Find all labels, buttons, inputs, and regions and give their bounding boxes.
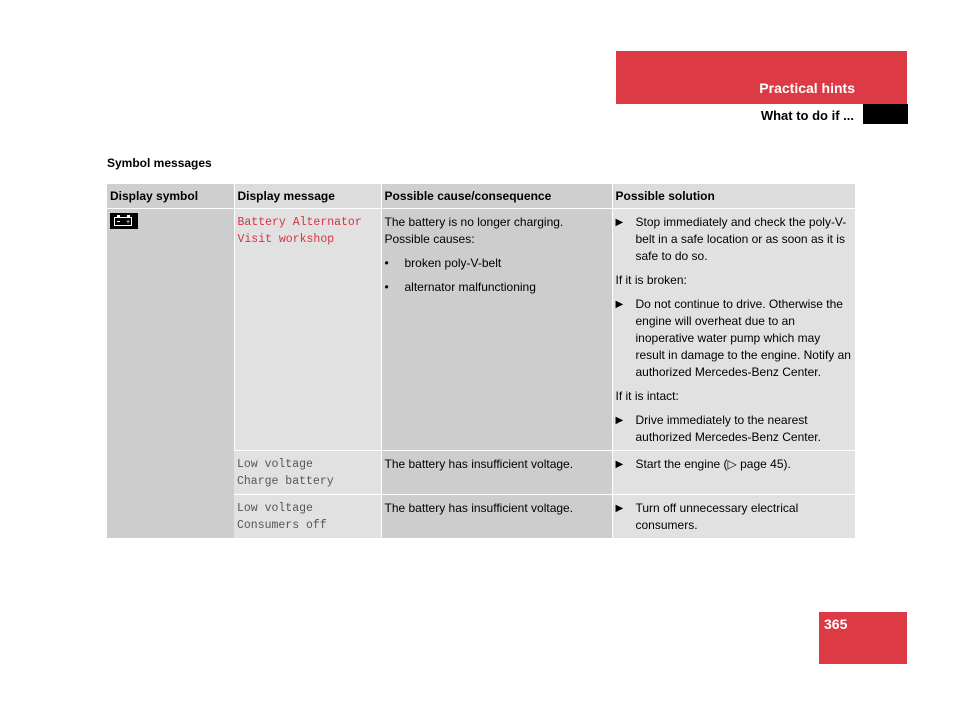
triangle-bullet-icon: ▶	[615, 459, 624, 470]
header-display-symbol: Display symbol	[107, 184, 234, 209]
bullet-icon: •	[384, 280, 389, 294]
chapter-title: Practical hints	[759, 80, 855, 96]
display-symbol-cell	[107, 209, 234, 539]
solution-step: ▶ Turn off unnecessary electrical consumers.	[615, 501, 799, 532]
bullet-icon: •	[384, 256, 389, 270]
solution-cell	[612, 495, 855, 539]
chapter-header	[616, 51, 907, 104]
cause-bullet: • alternator malfunctioning	[384, 280, 536, 294]
solution-condition: If it is intact:	[615, 389, 679, 403]
display-message-line: Battery Alternator	[237, 216, 362, 229]
battery-icon: +	[110, 213, 138, 229]
header-possible-solution: Possible solution	[612, 184, 855, 209]
cause-bullet: • broken poly-V-belt	[384, 256, 502, 270]
display-message-line: Low voltage	[237, 458, 313, 471]
display-message-cell	[234, 209, 381, 451]
triangle-bullet-icon: ▶	[615, 217, 624, 228]
subchapter-title: What to do if ...	[760, 108, 854, 123]
section-title: Symbol messages	[107, 156, 212, 170]
display-message-line: Consumers off	[237, 519, 327, 532]
cause-cell: The battery has insufficient voltage.	[381, 451, 612, 495]
cause-cell: The battery has insufficient voltage.	[381, 495, 612, 539]
triangle-bullet-icon: ▶	[615, 503, 624, 514]
cause-text: Possible causes:	[384, 232, 475, 246]
solution-step: ▶ Stop immediately and check the poly-V-belt in a safe location or as soon as it is safe to do so.	[615, 215, 847, 263]
header-display-message: Display message	[234, 184, 381, 209]
symbol-messages-table	[107, 184, 855, 538]
cause-cell	[381, 209, 612, 451]
solution-cell	[612, 209, 855, 451]
solution-step: ▶ Start the engine (▷ page 45).	[615, 457, 791, 471]
display-message-line: Charge battery	[237, 475, 334, 488]
cause-text: The battery is no longer charging.	[384, 215, 564, 229]
table-header-row	[107, 184, 855, 209]
solution-condition: If it is broken:	[615, 273, 687, 287]
display-message-line: Low voltage	[237, 502, 313, 515]
header-possible-cause: Possible cause/consequence	[381, 184, 612, 209]
table-row	[107, 209, 855, 451]
solution-cell	[612, 451, 855, 495]
display-message-line: Visit workshop	[237, 233, 335, 246]
page-number-box	[819, 612, 907, 664]
display-message-cell	[234, 495, 381, 539]
triangle-bullet-icon: ▶	[615, 415, 624, 426]
triangle-bullet-icon: ▶	[615, 299, 624, 310]
page-number: 365	[824, 616, 848, 632]
chapter-tab-marker	[863, 104, 908, 124]
solution-step: ▶ Do not continue to drive. Otherwise the engine will overheat due to an inoperative water pump which may result in damage to the engine. Notify an authorized Mercedes-Benz Center.	[615, 297, 851, 379]
display-message-cell	[234, 451, 381, 495]
solution-step: ▶ Drive immediately to the nearest authorized Mercedes-Benz Center.	[615, 413, 821, 444]
